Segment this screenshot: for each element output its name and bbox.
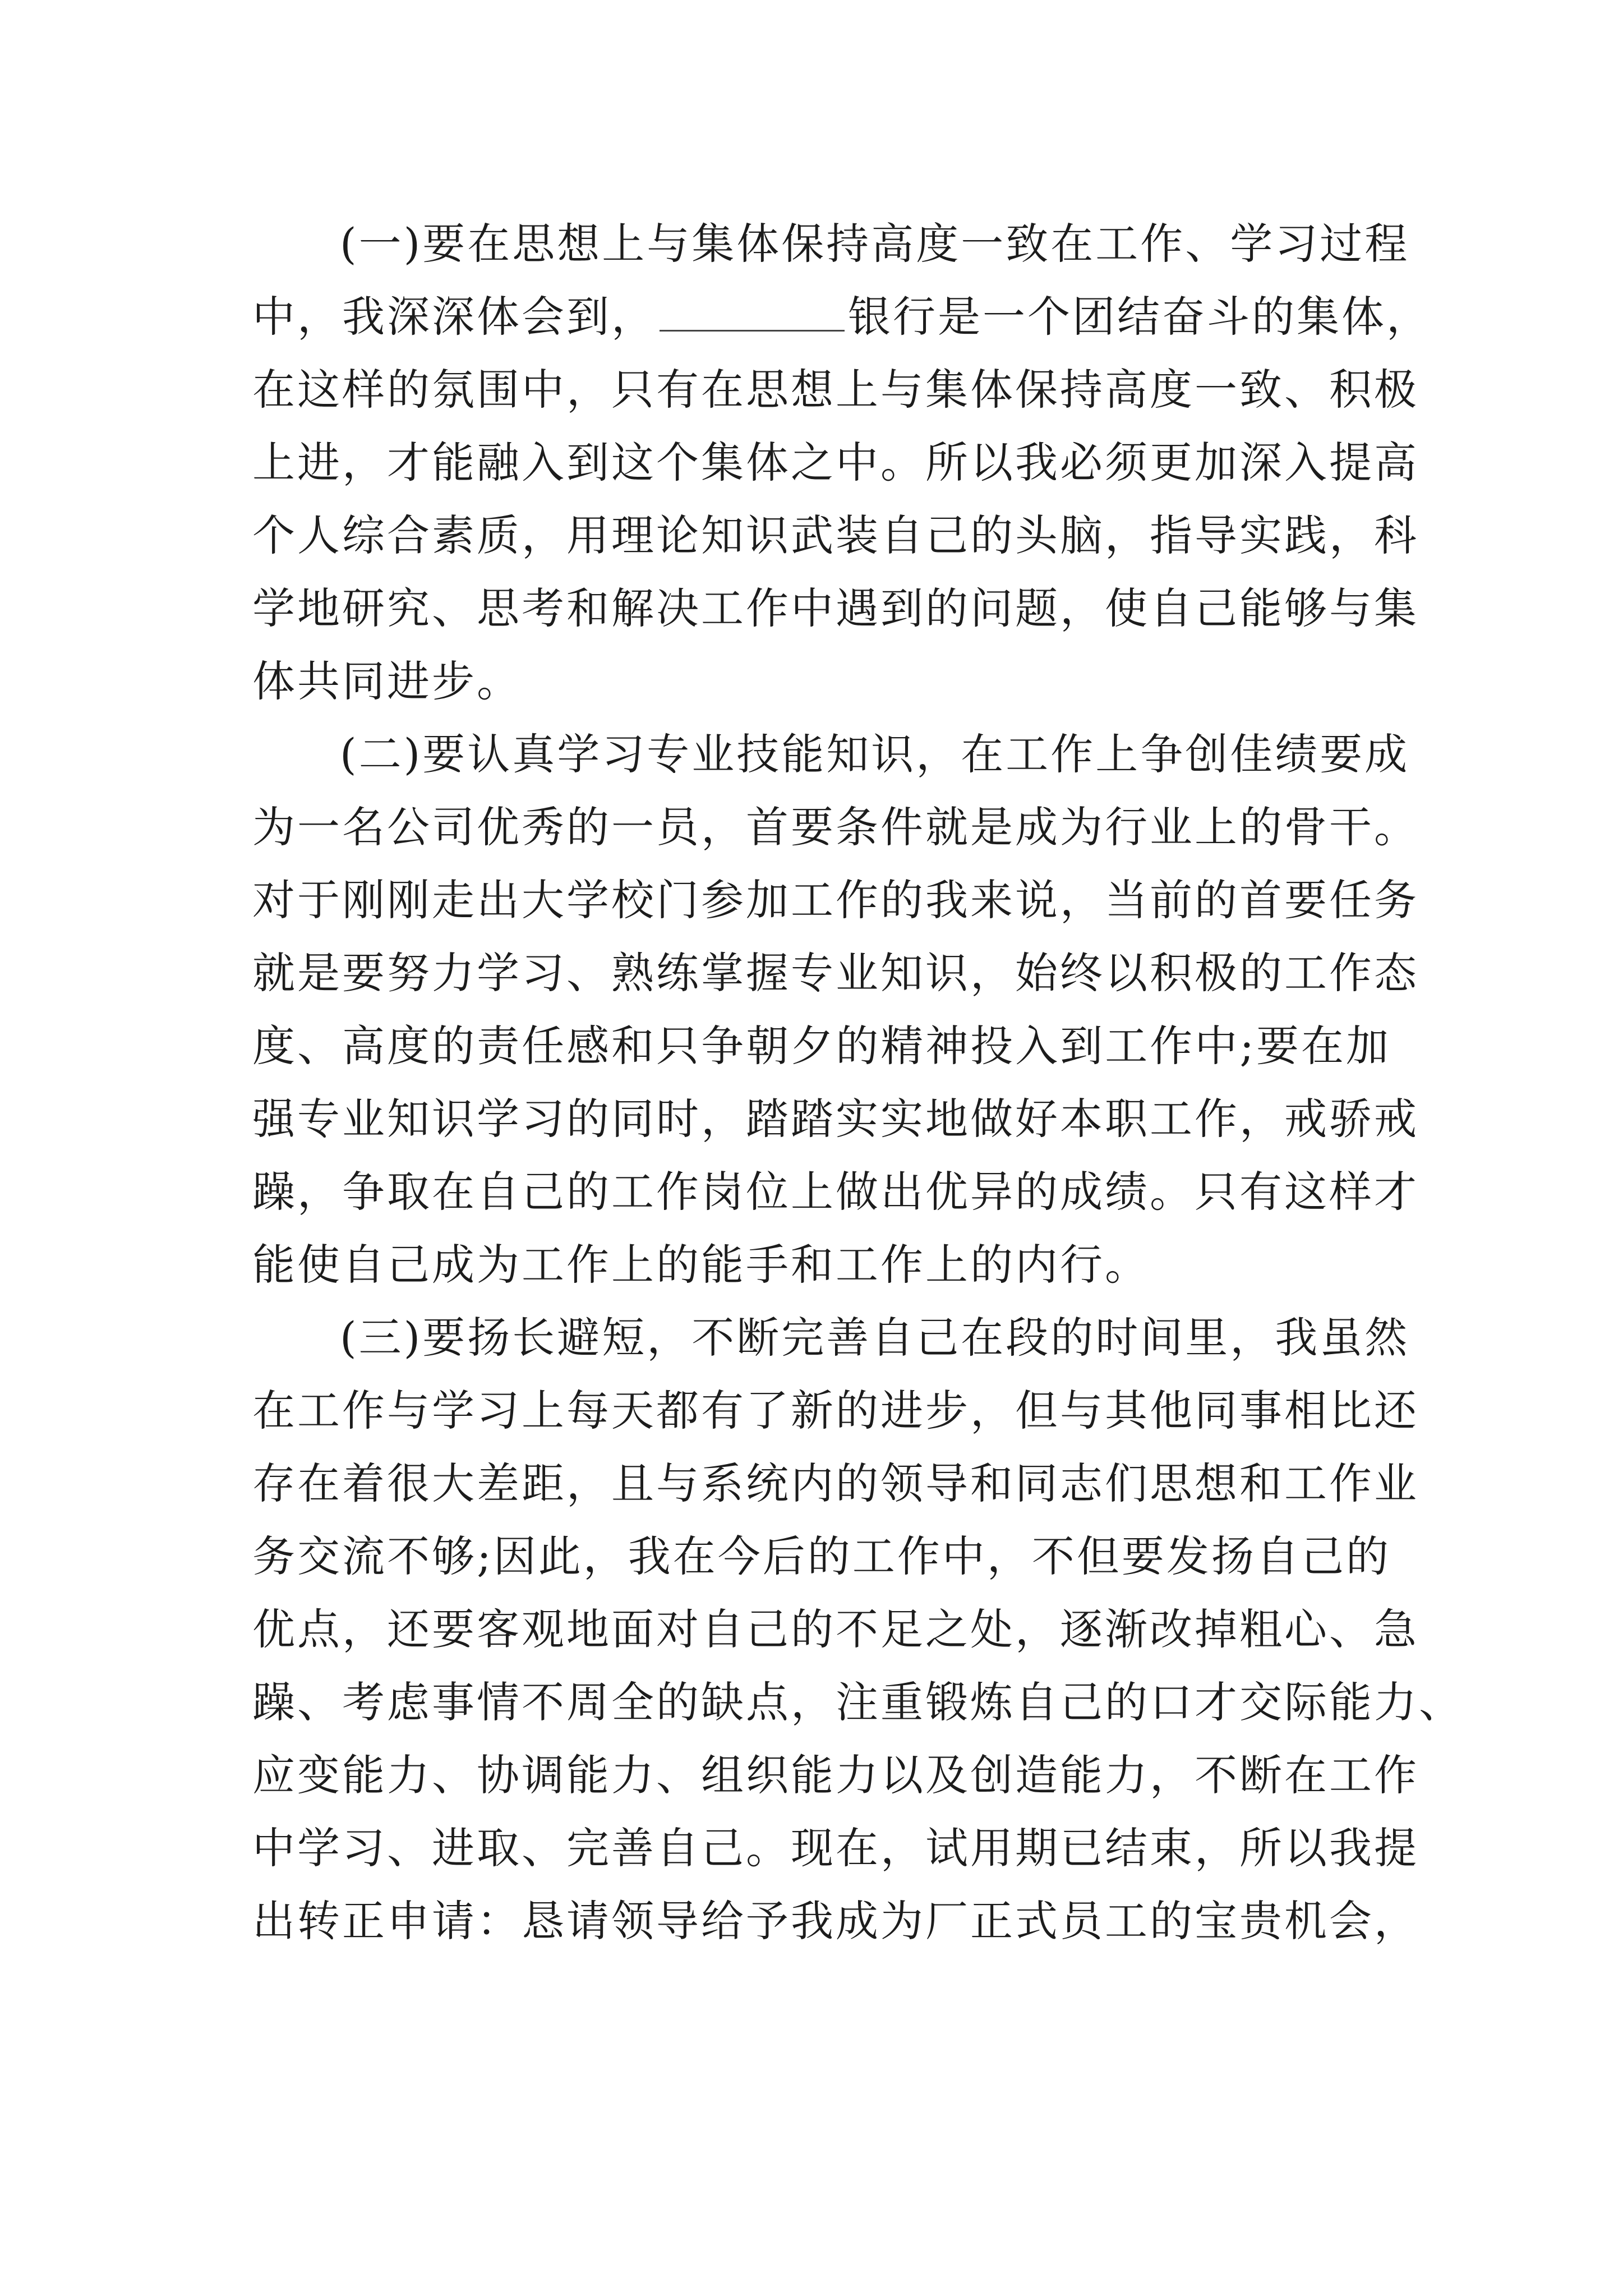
paragraph-2-line-7: 躁，争取在自己的工作岗位上做出优异的成绩。只有这样才	[252, 1167, 1419, 1217]
fill-in-blank	[660, 296, 845, 332]
line-text-before-blank: 中，我深深体会到，	[252, 292, 656, 342]
paragraph-3-line-7: 应变能力、协调能力、组织能力以及创造能力，不断在工作	[252, 1750, 1419, 1800]
paragraph-2-line-5: 度、高度的责任感和只争朝夕的精神投入到工作中;要在加	[252, 1021, 1391, 1071]
paragraph-1-line-2	[252, 278, 1431, 362]
paragraph-1-line-3: 在这样的氛围中，只有在思想上与集体保持高度一致、积极	[252, 365, 1419, 415]
paragraph-3-line-4: 务交流不够;因此，我在今后的工作中，不但要发扬自己的	[252, 1531, 1391, 1581]
paragraph-3-line-9: 出转正申请：恳请领导给予我成为厂正式员工的宝贵机会，	[252, 1896, 1419, 1946]
paragraph-2-line-8: 能使自己成为工作上的能手和工作上的内行。	[252, 1240, 1150, 1290]
paragraph-3-line-8: 中学习、进取、完善自己。现在，试用期已结束，所以我提	[252, 1823, 1419, 1873]
line-text-after-blank: 银行是一个团结奋斗的集体，	[848, 292, 1431, 342]
paragraph-2-line-1: (二)要认真学习专业技能知识，在工作上争创佳绩要成	[340, 729, 1410, 779]
paragraph-1-line-5: 个人综合素质，用理论知识武装自己的头脑，指导实践，科	[252, 510, 1419, 560]
paragraph-1-line-7: 体共同进步。	[252, 656, 522, 706]
paragraph-2-line-2: 为一名公司优秀的一员，首要条件就是成为行业上的骨干。	[252, 802, 1419, 852]
paragraph-3-line-2: 在工作与学习上每天都有了新的进步，但与其他同事相比还	[252, 1386, 1419, 1435]
paragraph-1-line-4: 上进，才能融入到这个集体之中。所以我必须更加深入提高	[252, 438, 1419, 487]
paragraph-3-line-5: 优点，还要客观地面对自己的不足之处，逐渐改掉粗心、急	[252, 1604, 1419, 1654]
paragraph-3-line-6: 躁、考虑事情不周全的缺点，注重锻炼自己的口才交际能力、	[252, 1677, 1464, 1727]
paragraph-1-line-1: (一)要在思想上与集体保持高度一致在工作、学习过程	[340, 219, 1410, 269]
paragraph-3-line-1: (三)要扬长避短，不断完善自己在段的时间里，我虽然	[340, 1313, 1410, 1363]
paragraph-2-line-3: 对于刚刚走出大学校门参加工作的我来说，当前的首要任务	[252, 875, 1419, 925]
paragraph-3-line-3: 存在着很大差距，且与系统内的领导和同志们思想和工作业	[252, 1458, 1419, 1508]
paragraph-2-line-6: 强专业知识学习的同时，踏踏实实地做好本职工作，戒骄戒	[252, 1094, 1419, 1144]
paragraph-1-line-6: 学地研究、思考和解决工作中遇到的问题，使自己能够与集	[252, 583, 1419, 633]
paragraph-2-line-4: 就是要努力学习、熟练掌握专业知识，始终以积极的工作态	[252, 948, 1419, 998]
